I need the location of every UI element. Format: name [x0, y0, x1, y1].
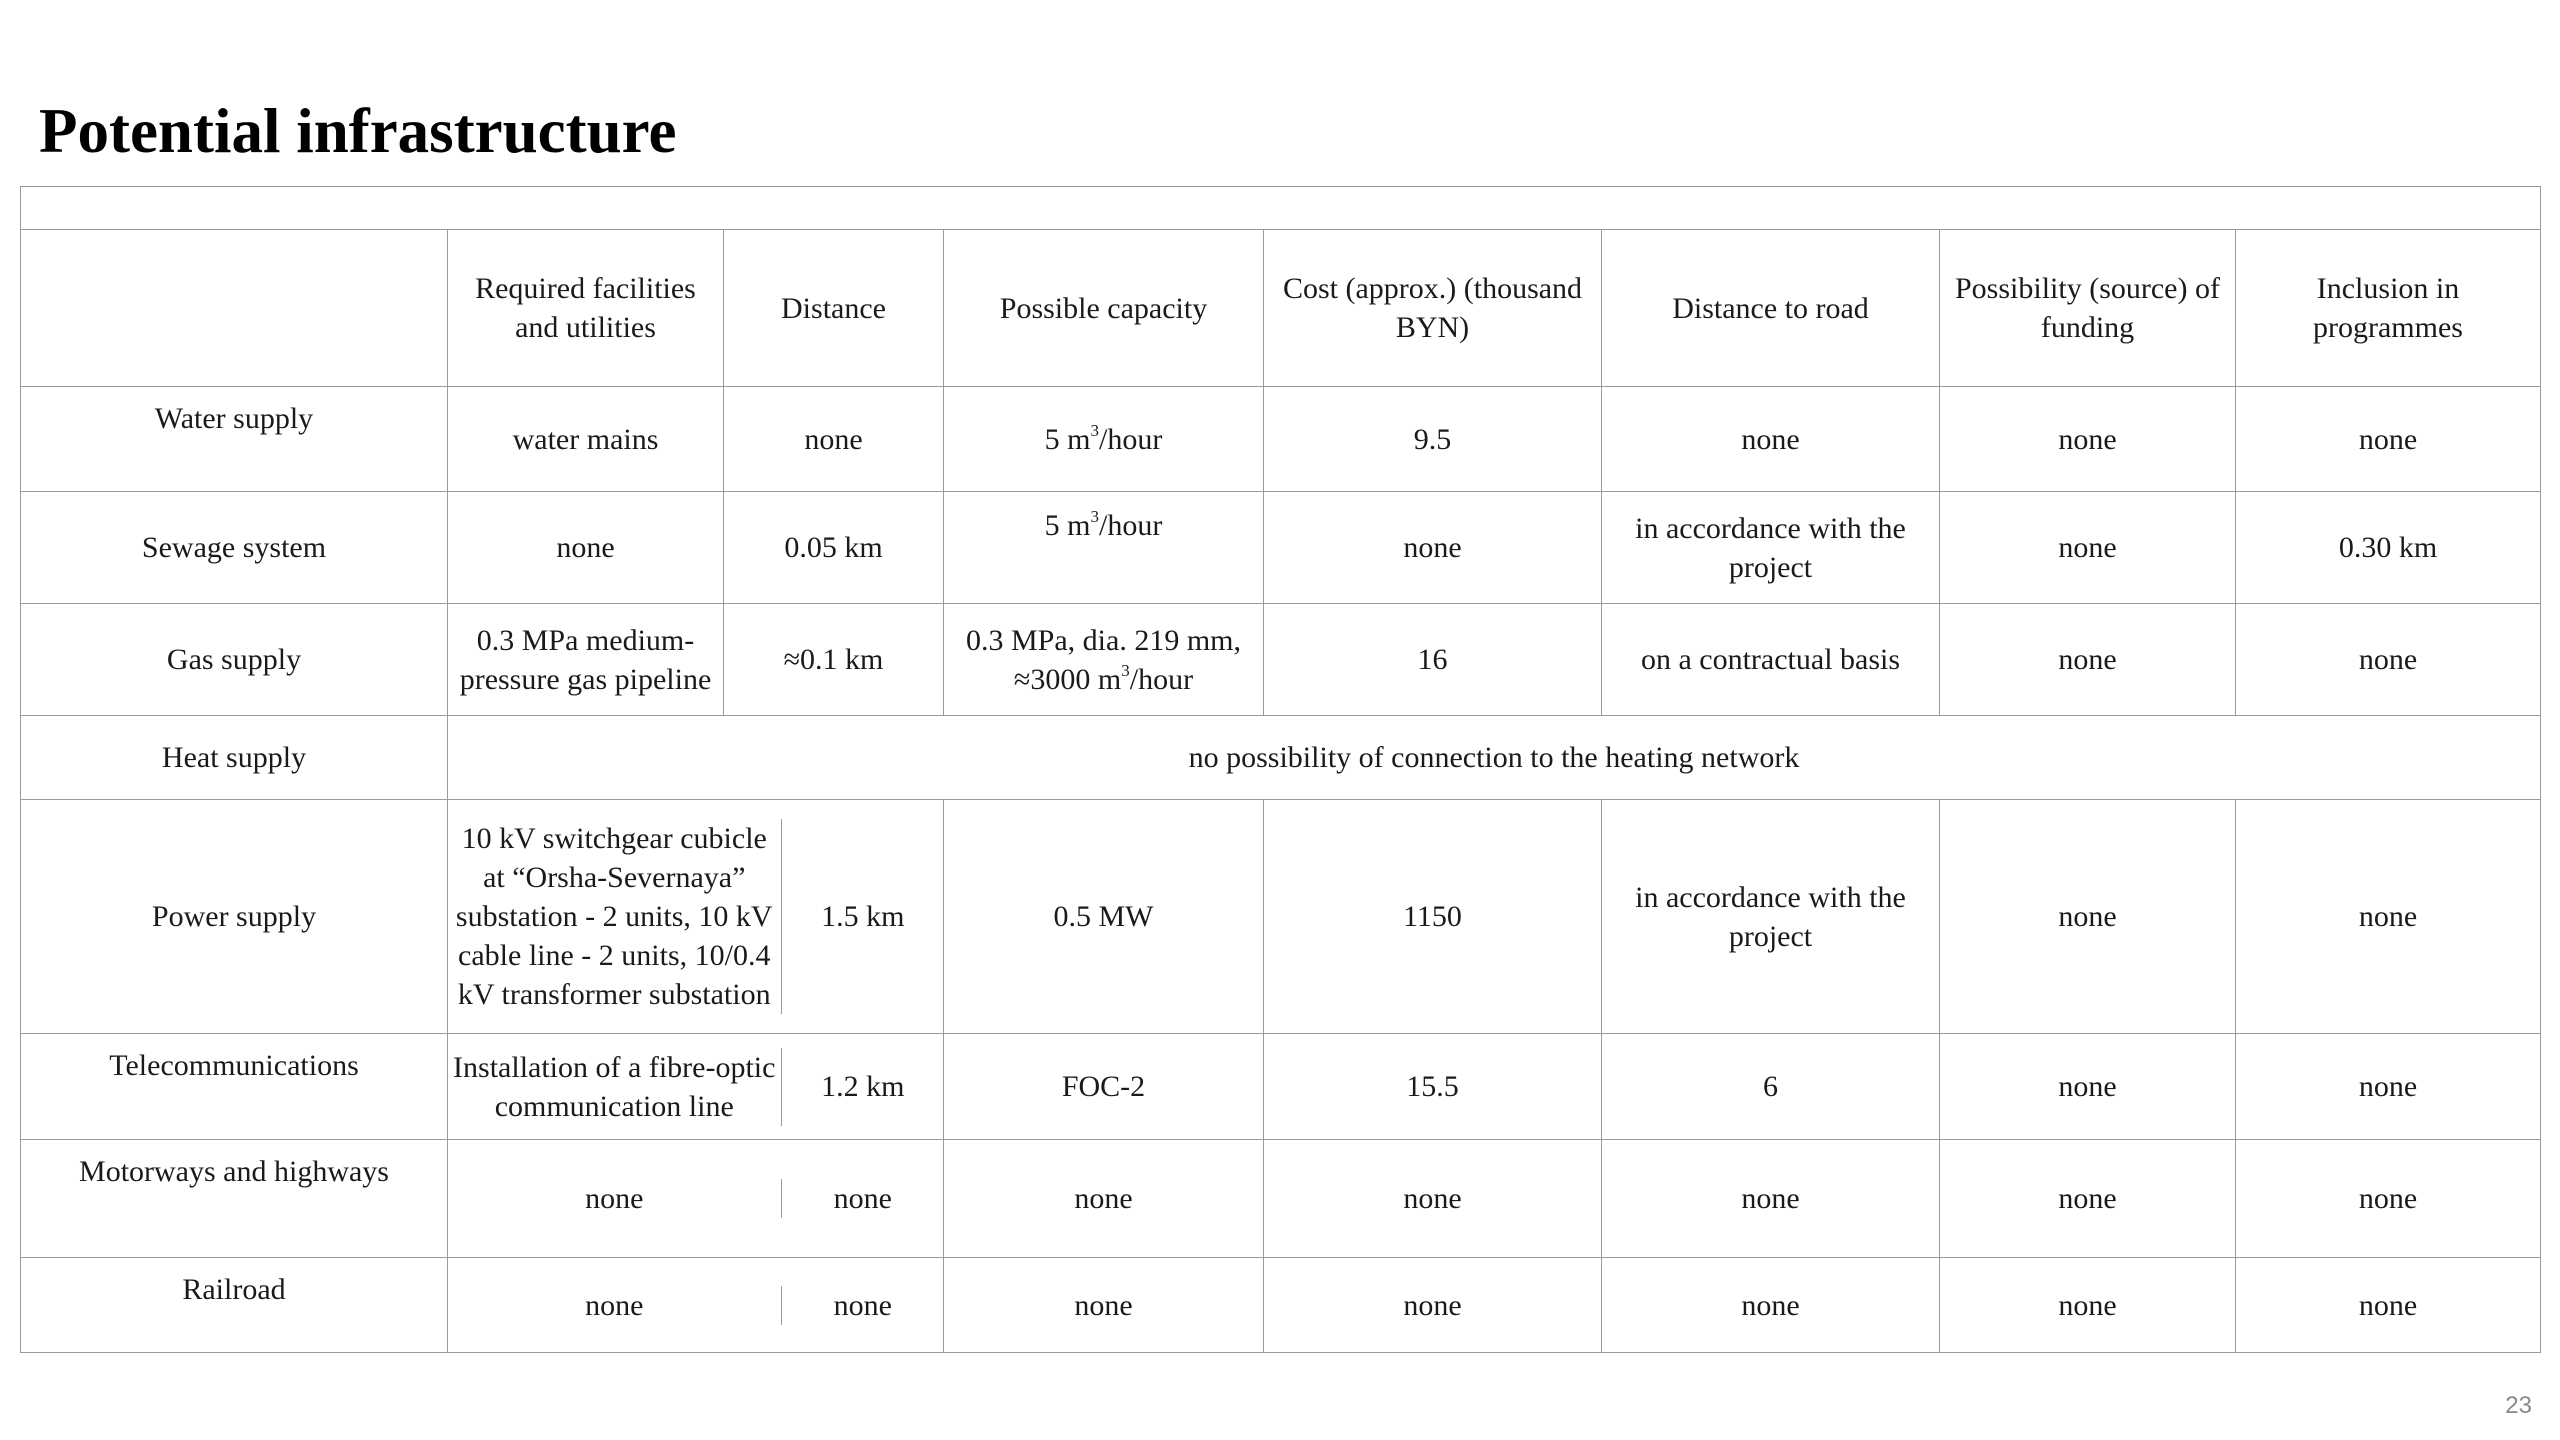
cell-power-inclusion: none [2236, 800, 2541, 1034]
cell-railroad-road: none [1602, 1258, 1940, 1353]
row-label-heat-supply: Heat supply [21, 716, 448, 800]
superscript-3: 3 [1121, 660, 1130, 680]
cell-water-facilities: water mains [448, 387, 724, 492]
cell-telecom-capacity: FOC-2 [944, 1034, 1264, 1140]
row-label-sewage-system: Sewage system [21, 492, 448, 604]
cell-water-capacity [944, 387, 1264, 492]
header-road: Distance to road [1602, 230, 1940, 387]
cell-sewage-road: in accordance with the project [1602, 492, 1940, 604]
header-inclusion: Inclusion in programmes [2236, 230, 2541, 387]
power-facilities-subtable [448, 819, 944, 1014]
infrastructure-table [20, 186, 2541, 1353]
table-row-motorways [21, 1140, 2541, 1258]
cell-railroad-inclusion: none [2236, 1258, 2541, 1353]
superscript-3: 3 [1090, 420, 1099, 440]
table-row-power-supply [21, 800, 2541, 1034]
cell-telecom-inclusion: none [2236, 1034, 2541, 1140]
cell-heat-merged: no possibility of connection to the heating network [448, 716, 2541, 800]
header-capacity: Possible capacity [944, 230, 1264, 387]
cell-power-facilities: 10 kV switchgear cubicle at “Orsha-Severnaya” substation - 2 units, 10 kV cable line - 2 units, 10/0.4 kV transformer substation [448, 819, 781, 1014]
cell-power-road: in accordance with the project [1602, 800, 1940, 1034]
cell-sewage-funding: none [1940, 492, 2236, 604]
capacity-suffix: /hour [1099, 422, 1163, 456]
cell-gas-funding: none [1940, 604, 2236, 716]
cell-water-funding: none [1940, 387, 2236, 492]
header-corner-cell [21, 230, 448, 387]
table-blank-row [21, 187, 2541, 230]
table-row-railroad [21, 1258, 2541, 1353]
table-row-sewage-system [21, 492, 2541, 604]
gas-capacity-prefix: ≈3000 m [1013, 662, 1122, 696]
cell-sewage-cost: none [1264, 492, 1602, 604]
cell-telecom-distance: 1.2 km [821, 1070, 905, 1103]
cell-power-distance: 1.5 km [821, 900, 905, 933]
row-label-motorways: Motorways and highways [21, 1140, 448, 1258]
page-number: 23 [2505, 1392, 2532, 1419]
cell-gas-cost: 16 [1264, 604, 1602, 716]
superscript-3: 3 [1090, 507, 1099, 526]
motorways-facilities-subtable [448, 1179, 944, 1218]
cell-motorways-funding: none [1940, 1140, 2236, 1258]
table-header-row [21, 230, 2541, 387]
cell-railroad-facilities-group [448, 1258, 944, 1353]
cell-power-cost: 1150 [1264, 800, 1602, 1034]
cell-railroad-capacity: none [944, 1258, 1264, 1353]
header-facilities: Required facilities and utilities [448, 230, 724, 387]
table-row-water-supply [21, 387, 2541, 492]
cell-railroad-funding: none [1940, 1258, 2236, 1353]
cell-gas-distance: ≈0.1 km [724, 604, 944, 716]
cell-telecom-funding: none [1940, 1034, 2236, 1140]
row-label-power-supply: Power supply [21, 800, 448, 1034]
cell-motorways-facilities: none [448, 1179, 781, 1218]
row-label-water-supply: Water supply [21, 387, 448, 492]
cell-power-capacity: 0.5 MW [944, 800, 1264, 1034]
cell-motorways-road: none [1602, 1140, 1940, 1258]
gas-capacity-line1: 0.3 MPa, dia. 219 mm, [966, 623, 1241, 657]
gas-capacity-suffix: /hour [1129, 662, 1194, 696]
table-row-gas-supply [21, 604, 2541, 716]
cell-gas-inclusion: none [2236, 604, 2541, 716]
header-funding: Possibility (source) of funding [1940, 230, 2236, 387]
cell-motorways-facilities-group [448, 1140, 944, 1258]
table-row-telecommunications [21, 1034, 2541, 1140]
capacity-suffix: /hour [1099, 509, 1163, 542]
page-title: Potential infrastructure [39, 96, 677, 166]
cell-motorways-distance: none [833, 1182, 892, 1215]
cell-water-cost: 9.5 [1264, 387, 1602, 492]
cell-water-distance: none [724, 387, 944, 492]
cell-railroad-distance: none [833, 1288, 892, 1322]
cell-gas-road: on a contractual basis [1602, 604, 1940, 716]
row-label-telecommunications: Telecommunications [21, 1034, 448, 1140]
cell-power-funding: none [1940, 800, 2236, 1034]
cell-sewage-capacity [944, 492, 1264, 604]
table-row-heat-supply [21, 716, 2541, 800]
cell-motorways-capacity: none [944, 1140, 1264, 1258]
capacity-prefix: 5 m [1044, 422, 1091, 456]
cell-sewage-facilities: none [448, 492, 724, 604]
cell-railroad-facilities: none [448, 1286, 781, 1325]
cell-water-inclusion: none [2236, 387, 2541, 492]
cell-telecom-facilities: Installation of a fibre-optic communication line [448, 1048, 781, 1126]
cell-gas-facilities: 0.3 MPa medium-pressure gas pipeline [448, 604, 724, 716]
cell-telecom-facilities-group [448, 1034, 944, 1140]
cell-telecom-road: 6 [1602, 1034, 1940, 1140]
header-distance: Distance [724, 230, 944, 387]
cell-water-road: none [1602, 387, 1940, 492]
cell-railroad-cost: none [1264, 1258, 1602, 1353]
blank-cell [21, 187, 2541, 230]
header-cost: Cost (approx.) (thousand BYN) [1264, 230, 1602, 387]
railroad-facilities-subtable [448, 1286, 944, 1325]
cell-motorways-cost: none [1264, 1140, 1602, 1258]
capacity-prefix: 5 m [1044, 509, 1091, 542]
cell-sewage-inclusion: 0.30 km [2236, 492, 2541, 604]
cell-sewage-distance: 0.05 km [724, 492, 944, 604]
telecom-facilities-subtable [448, 1048, 944, 1126]
cell-gas-capacity [944, 604, 1264, 716]
cell-motorways-inclusion: none [2236, 1140, 2541, 1258]
row-label-gas-supply: Gas supply [21, 604, 448, 716]
cell-power-facilities-group [448, 800, 944, 1034]
cell-telecom-cost: 15.5 [1264, 1034, 1602, 1140]
row-label-railroad: Railroad [21, 1258, 448, 1353]
